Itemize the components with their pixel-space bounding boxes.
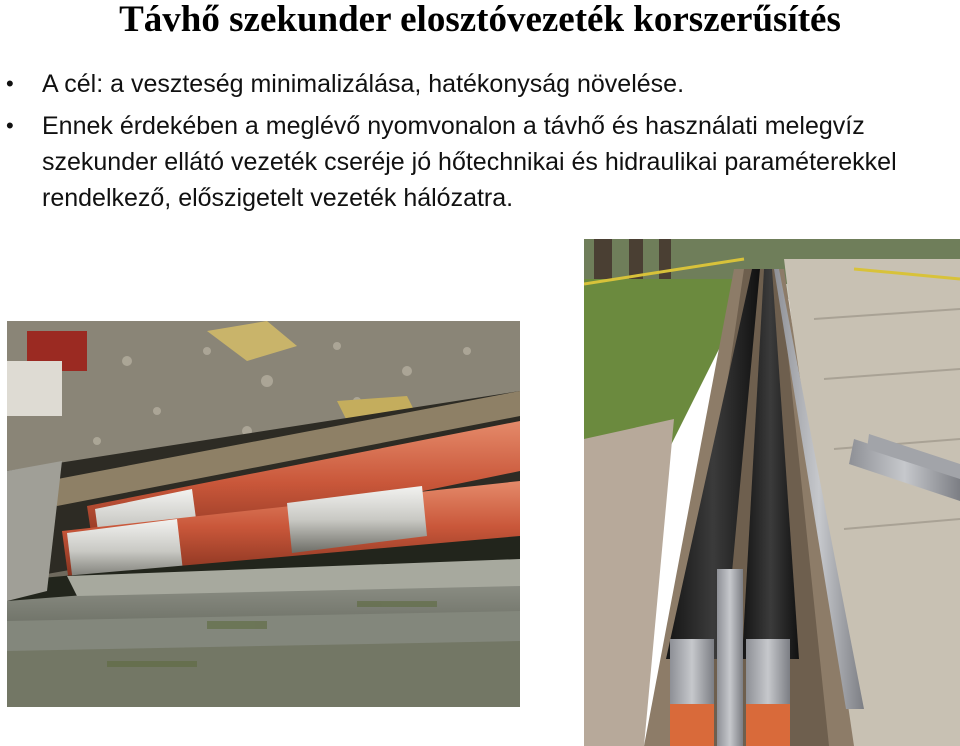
new-preinsulated-pipes-photo [584, 239, 960, 746]
bullet-icon: • [6, 71, 14, 96]
bullet-item [0, 108, 960, 216]
old-pipes-in-trench-photo [7, 321, 520, 707]
bullet-text: A cél: a veszteség minimalizálása, hatékonyság növelése. [42, 70, 685, 98]
bullet-list [0, 66, 960, 222]
slide-title: Távhő szekunder elosztóvezeték korszerűsítés [119, 0, 841, 40]
bullet-item [0, 66, 960, 102]
bullet-text: Ennek érdekében a meglévő nyomvonalon a távhő és használati melegvíz szekunder ellátó vezeték cseréje jó hőtechnikai és hidraulikai paraméterekkel rendelkező, előszigetelt vezeték hálózatra. [42, 112, 897, 212]
bullet-icon: • [6, 113, 14, 138]
